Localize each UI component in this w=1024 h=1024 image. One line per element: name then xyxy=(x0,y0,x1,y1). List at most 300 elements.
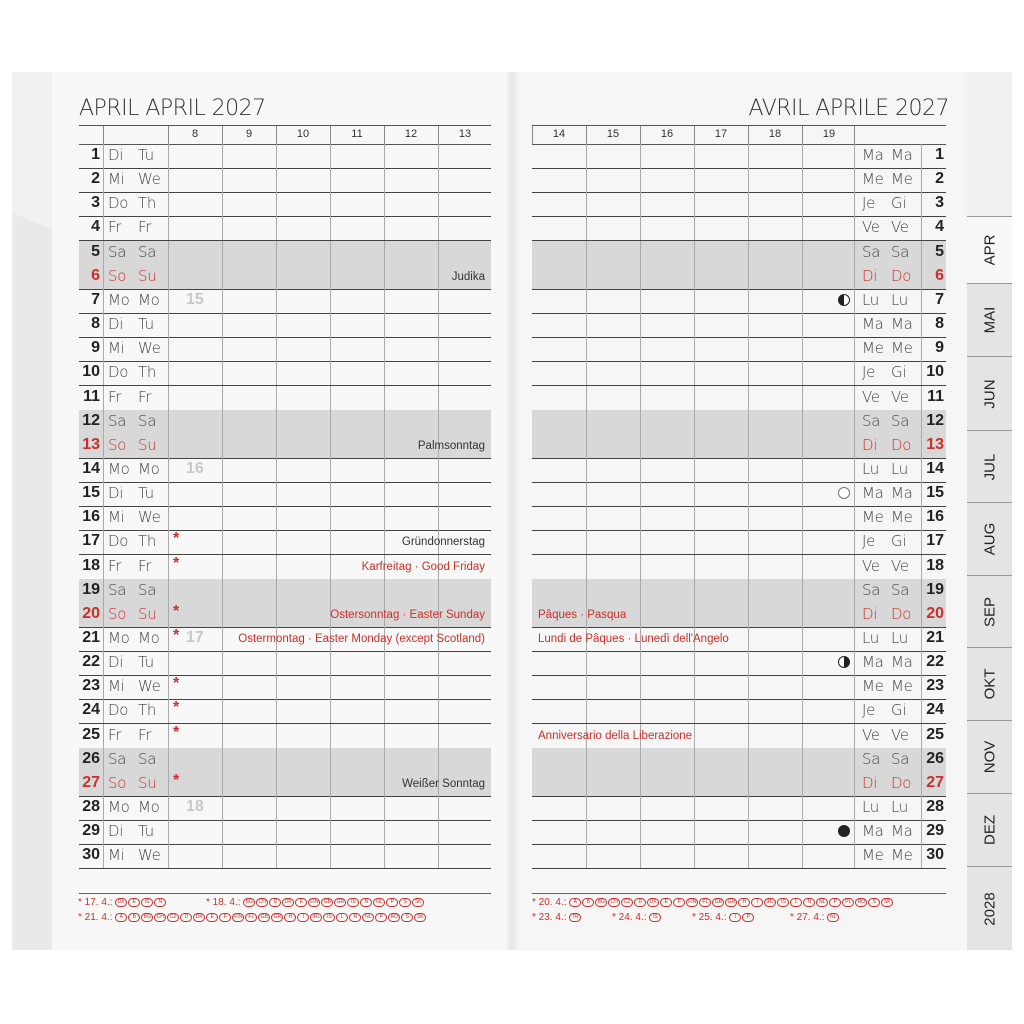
row-divider xyxy=(854,410,855,434)
day-number: 19 xyxy=(82,580,100,598)
day-row-left[interactable] xyxy=(79,844,491,869)
weekday-de: Sa xyxy=(108,580,127,599)
day-row-right[interactable] xyxy=(532,820,946,845)
row-divider xyxy=(438,675,439,699)
day-number: 25 xyxy=(82,725,100,743)
weekday-en: Tu xyxy=(138,315,154,334)
weekday-en: Fr xyxy=(138,218,152,237)
row-divider xyxy=(802,627,803,651)
country-code-badge: PL xyxy=(842,898,854,907)
row-divider xyxy=(640,748,641,772)
day-row-right[interactable] xyxy=(532,313,946,338)
day-row-left[interactable] xyxy=(79,506,491,531)
row-divider xyxy=(168,265,169,289)
country-code-badge: F xyxy=(673,898,685,907)
row-divider xyxy=(640,482,641,506)
row-divider xyxy=(168,555,169,579)
day-row-left[interactable] xyxy=(79,434,491,459)
country-code-badge: FIN xyxy=(310,898,319,905)
day-number: 10 xyxy=(926,363,944,381)
row-divider xyxy=(854,361,855,385)
right-hour-header xyxy=(532,125,946,145)
weekday-it: Do xyxy=(891,773,912,792)
day-number: 30 xyxy=(926,846,944,864)
row-divider xyxy=(330,265,331,289)
weekday-en: Mo xyxy=(138,459,160,478)
country-code-badge: GR xyxy=(334,898,346,907)
row-divider xyxy=(330,386,331,410)
day-row-right[interactable] xyxy=(532,192,946,217)
weekday-en: We xyxy=(138,677,161,696)
day-row-left[interactable] xyxy=(79,386,491,411)
day-row-left[interactable] xyxy=(79,313,491,338)
day-row-left[interactable] xyxy=(79,192,491,217)
day-number: 2 xyxy=(935,170,944,188)
country-code-badge: DK xyxy=(193,913,205,922)
row-divider xyxy=(276,482,277,506)
country-code-badge: I xyxy=(729,913,741,922)
row-divider xyxy=(222,651,223,675)
day-row-right[interactable] xyxy=(532,772,946,797)
day-row-left[interactable] xyxy=(79,361,491,386)
row-divider xyxy=(802,796,803,820)
month-tab-label: OKT xyxy=(981,668,998,700)
day-row-right[interactable] xyxy=(532,506,946,531)
weekday-fr: Di xyxy=(862,604,878,623)
day-row-right[interactable] xyxy=(532,796,946,821)
row-divider xyxy=(854,603,855,627)
month-tab-label: APR xyxy=(981,234,998,266)
country-code-badge: E xyxy=(660,898,672,907)
day-row-left[interactable] xyxy=(79,289,491,314)
row-divider xyxy=(438,579,439,603)
weekday-de: Di xyxy=(108,146,124,164)
day-number: 17 xyxy=(926,532,944,550)
weekday-de: Di xyxy=(108,484,124,503)
row-divider xyxy=(586,579,587,603)
row-divider xyxy=(748,458,749,482)
row-divider xyxy=(330,192,331,216)
row-divider xyxy=(168,699,169,723)
day-number: 11 xyxy=(927,387,944,405)
row-divider xyxy=(438,699,439,723)
weekday-fr: Ve xyxy=(862,725,880,744)
row-divider xyxy=(640,844,641,868)
row-divider xyxy=(748,651,749,675)
day-row-right[interactable] xyxy=(532,386,946,411)
day-number: 12 xyxy=(82,411,100,429)
row-divider xyxy=(276,410,277,434)
day-row-right[interactable] xyxy=(532,144,946,169)
day-row-right[interactable] xyxy=(532,579,946,604)
day-row-left[interactable] xyxy=(79,820,491,845)
month-tab-mai[interactable] xyxy=(967,283,1012,356)
day-row-right[interactable] xyxy=(532,289,946,314)
row-divider xyxy=(330,313,331,337)
row-divider xyxy=(586,289,587,313)
row-divider xyxy=(276,458,277,482)
row-divider xyxy=(330,482,331,506)
row-divider xyxy=(586,265,587,289)
month-tab-jun[interactable] xyxy=(967,356,1012,430)
row-divider xyxy=(854,844,855,868)
weekday-it: Me xyxy=(891,339,913,358)
left-hour-label: 10 xyxy=(296,128,310,140)
row-divider xyxy=(802,820,803,844)
day-number: 26 xyxy=(82,749,100,767)
month-tab-apr[interactable] xyxy=(967,216,1012,283)
left-hour-header xyxy=(79,125,491,145)
day-row-left[interactable] xyxy=(79,772,491,797)
country-code-badge: N xyxy=(154,898,166,907)
row-divider xyxy=(748,434,749,458)
row-divider xyxy=(640,772,641,796)
row-divider xyxy=(694,555,695,579)
footnote-line xyxy=(790,912,840,923)
weekday-fr: Lu xyxy=(862,290,880,309)
row-divider xyxy=(168,289,169,313)
weekday-en: Th xyxy=(138,194,157,213)
row-divider xyxy=(330,168,331,192)
country-code-badge: DK xyxy=(115,898,127,907)
row-divider xyxy=(384,361,385,385)
month-tab-label: JUN xyxy=(981,378,998,409)
day-row-left[interactable] xyxy=(79,410,491,435)
footnote-line xyxy=(692,912,755,923)
row-divider xyxy=(222,627,223,651)
row-divider xyxy=(222,748,223,772)
row-divider xyxy=(854,265,855,289)
day-row-left[interactable] xyxy=(79,579,491,604)
weekday-en: Sa xyxy=(138,411,157,430)
day-number: 11 xyxy=(83,387,100,405)
day-row-right[interactable] xyxy=(532,337,946,362)
day-row-right[interactable] xyxy=(532,434,946,459)
weekday-it: Lu xyxy=(891,798,909,817)
weekday-en: Sa xyxy=(138,749,157,768)
row-divider xyxy=(802,699,803,723)
day-row-left[interactable] xyxy=(79,651,491,676)
country-code-badge: P xyxy=(742,913,754,922)
row-divider xyxy=(168,458,169,482)
row-divider xyxy=(438,724,439,748)
day-row-left[interactable] xyxy=(79,603,491,628)
month-tab-dez[interactable] xyxy=(967,793,1012,866)
day-number: 15 xyxy=(926,484,944,502)
row-divider xyxy=(802,313,803,337)
row-divider xyxy=(384,337,385,361)
day-row-left[interactable] xyxy=(79,699,491,724)
row-divider xyxy=(222,820,223,844)
row-divider xyxy=(222,410,223,434)
weekday-de: Mo xyxy=(108,290,130,309)
moon-phase-icon xyxy=(838,294,850,306)
day-row-left[interactable] xyxy=(79,675,491,700)
row-divider xyxy=(854,482,855,506)
row-divider xyxy=(276,289,277,313)
row-divider xyxy=(694,482,695,506)
row-divider xyxy=(802,241,803,265)
row-divider xyxy=(168,675,169,699)
day-row-left[interactable] xyxy=(79,265,491,290)
day-number: 6 xyxy=(91,266,100,284)
month-tab-sep[interactable] xyxy=(967,575,1012,647)
row-divider xyxy=(640,530,641,554)
country-code-badge: BG xyxy=(141,913,153,922)
weekday-it: Ma xyxy=(891,484,913,503)
row-divider xyxy=(640,192,641,216)
weekday-en: Mo xyxy=(138,290,160,309)
row-divider xyxy=(330,530,331,554)
day-row-right[interactable] xyxy=(532,675,946,700)
row-divider xyxy=(276,555,277,579)
month-tab-okt[interactable] xyxy=(967,647,1012,720)
row-divider xyxy=(276,168,277,192)
row-divider xyxy=(330,361,331,385)
day-row-right[interactable] xyxy=(532,458,946,483)
day-row-right[interactable] xyxy=(532,651,946,676)
holiday-star: * xyxy=(173,771,180,789)
row-divider xyxy=(694,192,695,216)
month-tab-2028[interactable] xyxy=(967,866,1012,950)
weekday-fr: Me xyxy=(862,677,884,696)
right-hour-divider xyxy=(854,126,855,144)
weekday-it: Gi xyxy=(891,194,907,213)
row-divider xyxy=(640,216,641,240)
day-row-right[interactable] xyxy=(532,410,946,435)
row-divider xyxy=(586,241,587,265)
row-divider xyxy=(438,386,439,410)
weekday-en: Fr xyxy=(138,556,152,575)
day-row-left[interactable] xyxy=(79,530,491,555)
left-hour-label: 12 xyxy=(404,128,418,140)
row-divider xyxy=(748,820,749,844)
row-divider xyxy=(694,265,695,289)
row-divider xyxy=(168,192,169,216)
row-divider xyxy=(103,361,104,385)
row-divider xyxy=(168,241,169,265)
country-code-badge: H xyxy=(284,913,296,922)
day-row-right[interactable] xyxy=(532,216,946,241)
row-divider xyxy=(168,748,169,772)
day-row-right[interactable] xyxy=(532,627,946,652)
day-number: 8 xyxy=(91,315,100,333)
day-row-right[interactable] xyxy=(532,241,946,266)
event-label-right: Lundi de Pâques · Lunedì dell'Angelo xyxy=(538,633,729,645)
month-tab-nov[interactable] xyxy=(967,720,1012,793)
weekday-it: Gi xyxy=(891,532,907,551)
row-divider xyxy=(276,724,277,748)
row-divider xyxy=(854,699,855,723)
row-divider xyxy=(586,458,587,482)
day-row-right[interactable] xyxy=(532,724,946,749)
day-row-right[interactable] xyxy=(532,482,946,507)
row-divider xyxy=(802,289,803,313)
row-divider xyxy=(640,796,641,820)
weekday-it: Sa xyxy=(891,411,910,430)
row-divider xyxy=(438,265,439,289)
row-divider xyxy=(854,724,855,748)
row-divider xyxy=(168,216,169,240)
weekday-en: Mo xyxy=(138,629,160,647)
weekday-en: Su xyxy=(138,604,157,623)
month-tab-label: NOV xyxy=(981,740,998,774)
country-code-badge: CH xyxy=(154,913,166,922)
row-divider xyxy=(640,386,641,410)
day-row-right[interactable] xyxy=(532,844,946,869)
row-divider xyxy=(103,265,104,289)
country-code-badge: BG xyxy=(595,898,607,907)
day-number: 27 xyxy=(82,773,100,791)
row-divider xyxy=(330,410,331,434)
row-divider xyxy=(330,579,331,603)
month-tab-jul[interactable] xyxy=(967,430,1012,502)
country-code-badge: FL xyxy=(245,913,257,922)
row-divider xyxy=(276,241,277,265)
day-row-left[interactable] xyxy=(79,627,491,652)
row-divider xyxy=(384,241,385,265)
country-code-badge: SK xyxy=(881,898,893,907)
country-code-badge: FIN xyxy=(234,913,243,920)
month-tab-aug[interactable] xyxy=(967,502,1012,575)
row-divider xyxy=(438,313,439,337)
row-divider xyxy=(640,434,641,458)
holiday-star: * xyxy=(173,627,180,644)
footnote-date: * 25. 4.: xyxy=(692,912,730,923)
row-divider xyxy=(330,241,331,265)
weekday-de: Fr xyxy=(108,387,122,406)
day-row-right[interactable] xyxy=(532,530,946,555)
weekday-it: Me xyxy=(891,170,913,189)
row-divider xyxy=(854,168,855,192)
right-hour-label: 16 xyxy=(660,128,674,140)
row-divider xyxy=(640,675,641,699)
day-row-left[interactable] xyxy=(79,144,491,169)
event-label-right: Anniversario della Liberazione xyxy=(538,729,693,742)
country-code-badge: GB xyxy=(321,898,333,907)
day-row-left[interactable] xyxy=(79,555,491,580)
row-divider xyxy=(748,410,749,434)
weekday-en: Fr xyxy=(138,387,152,406)
row-divider xyxy=(438,241,439,265)
day-row-left[interactable] xyxy=(79,796,491,821)
row-divider xyxy=(384,482,385,506)
row-divider xyxy=(802,506,803,530)
row-divider xyxy=(586,313,587,337)
day-number: 14 xyxy=(926,459,944,477)
row-divider xyxy=(276,144,277,168)
day-row-left[interactable] xyxy=(79,724,491,749)
month-tab-label: DEZ xyxy=(981,815,998,845)
day-number: 25 xyxy=(926,725,944,743)
row-divider xyxy=(222,458,223,482)
row-divider xyxy=(222,675,223,699)
weekday-it: Sa xyxy=(891,242,910,261)
week-number: 18 xyxy=(186,798,204,816)
weekday-en: Su xyxy=(138,266,157,285)
row-divider xyxy=(854,241,855,265)
day-row-right[interactable] xyxy=(532,699,946,724)
weekday-fr: Di xyxy=(862,773,878,792)
month-tab-label: AUG xyxy=(981,522,998,556)
row-divider xyxy=(384,265,385,289)
day-row-right[interactable] xyxy=(532,168,946,193)
row-divider xyxy=(854,627,855,651)
row-divider xyxy=(438,458,439,482)
day-row-left[interactable] xyxy=(79,482,491,507)
day-row-right[interactable] xyxy=(532,555,946,580)
day-row-left[interactable] xyxy=(79,748,491,773)
country-code-badge: IRL xyxy=(764,898,776,907)
day-number: 1 xyxy=(935,146,944,163)
day-number: 29 xyxy=(82,822,100,840)
row-divider xyxy=(694,241,695,265)
row-divider xyxy=(748,289,749,313)
weekday-de: Mi xyxy=(108,508,125,527)
weekday-en: Tu xyxy=(138,484,154,503)
footnote-date: * 21. 4.: xyxy=(78,912,116,923)
day-row-left[interactable] xyxy=(79,216,491,241)
row-divider xyxy=(802,337,803,361)
row-divider xyxy=(802,724,803,748)
weekday-it: Me xyxy=(891,508,913,527)
weekday-de: Di xyxy=(108,315,124,334)
row-divider xyxy=(330,675,331,699)
row-divider xyxy=(103,579,104,603)
day-row-left[interactable] xyxy=(79,458,491,483)
row-divider xyxy=(103,675,104,699)
day-number: 18 xyxy=(926,556,944,574)
country-code-badge: B xyxy=(128,913,140,922)
row-divider xyxy=(640,820,641,844)
row-divider xyxy=(694,410,695,434)
day-row-right[interactable] xyxy=(532,603,946,628)
day-row-right[interactable] xyxy=(532,748,946,773)
day-row-right[interactable] xyxy=(532,265,946,290)
day-row-right[interactable] xyxy=(532,361,946,386)
weekday-en: Tu xyxy=(138,146,154,164)
weekday-fr: Ma xyxy=(862,146,884,164)
weekday-en: Th xyxy=(138,363,157,382)
day-number: 7 xyxy=(91,290,100,308)
weekday-de: Mi xyxy=(108,339,125,358)
day-number: 8 xyxy=(935,315,944,333)
weekday-de: Mo xyxy=(108,629,130,647)
country-code-badge: SK xyxy=(412,898,424,907)
country-code-badge: S xyxy=(399,898,411,907)
row-divider xyxy=(586,216,587,240)
footnote-line xyxy=(532,897,894,908)
weekday-it: Me xyxy=(891,846,913,865)
day-row-left[interactable] xyxy=(79,337,491,362)
right-month-title: AVRIL APRILE 2027 xyxy=(748,96,949,121)
row-divider xyxy=(103,144,104,168)
row-divider xyxy=(586,168,587,192)
day-row-left[interactable] xyxy=(79,168,491,193)
weekday-it: Gi xyxy=(891,363,907,382)
row-divider xyxy=(222,434,223,458)
weekday-fr: Di xyxy=(862,435,878,454)
day-row-left[interactable] xyxy=(79,241,491,266)
day-number: 22 xyxy=(926,653,944,671)
footnote-date: * 20. 4.: xyxy=(532,897,570,908)
right-hour-divider xyxy=(802,126,803,144)
holiday-star: * xyxy=(173,699,180,717)
row-divider xyxy=(748,579,749,603)
row-divider xyxy=(694,337,695,361)
day-number: 24 xyxy=(926,701,944,719)
row-divider xyxy=(330,216,331,240)
